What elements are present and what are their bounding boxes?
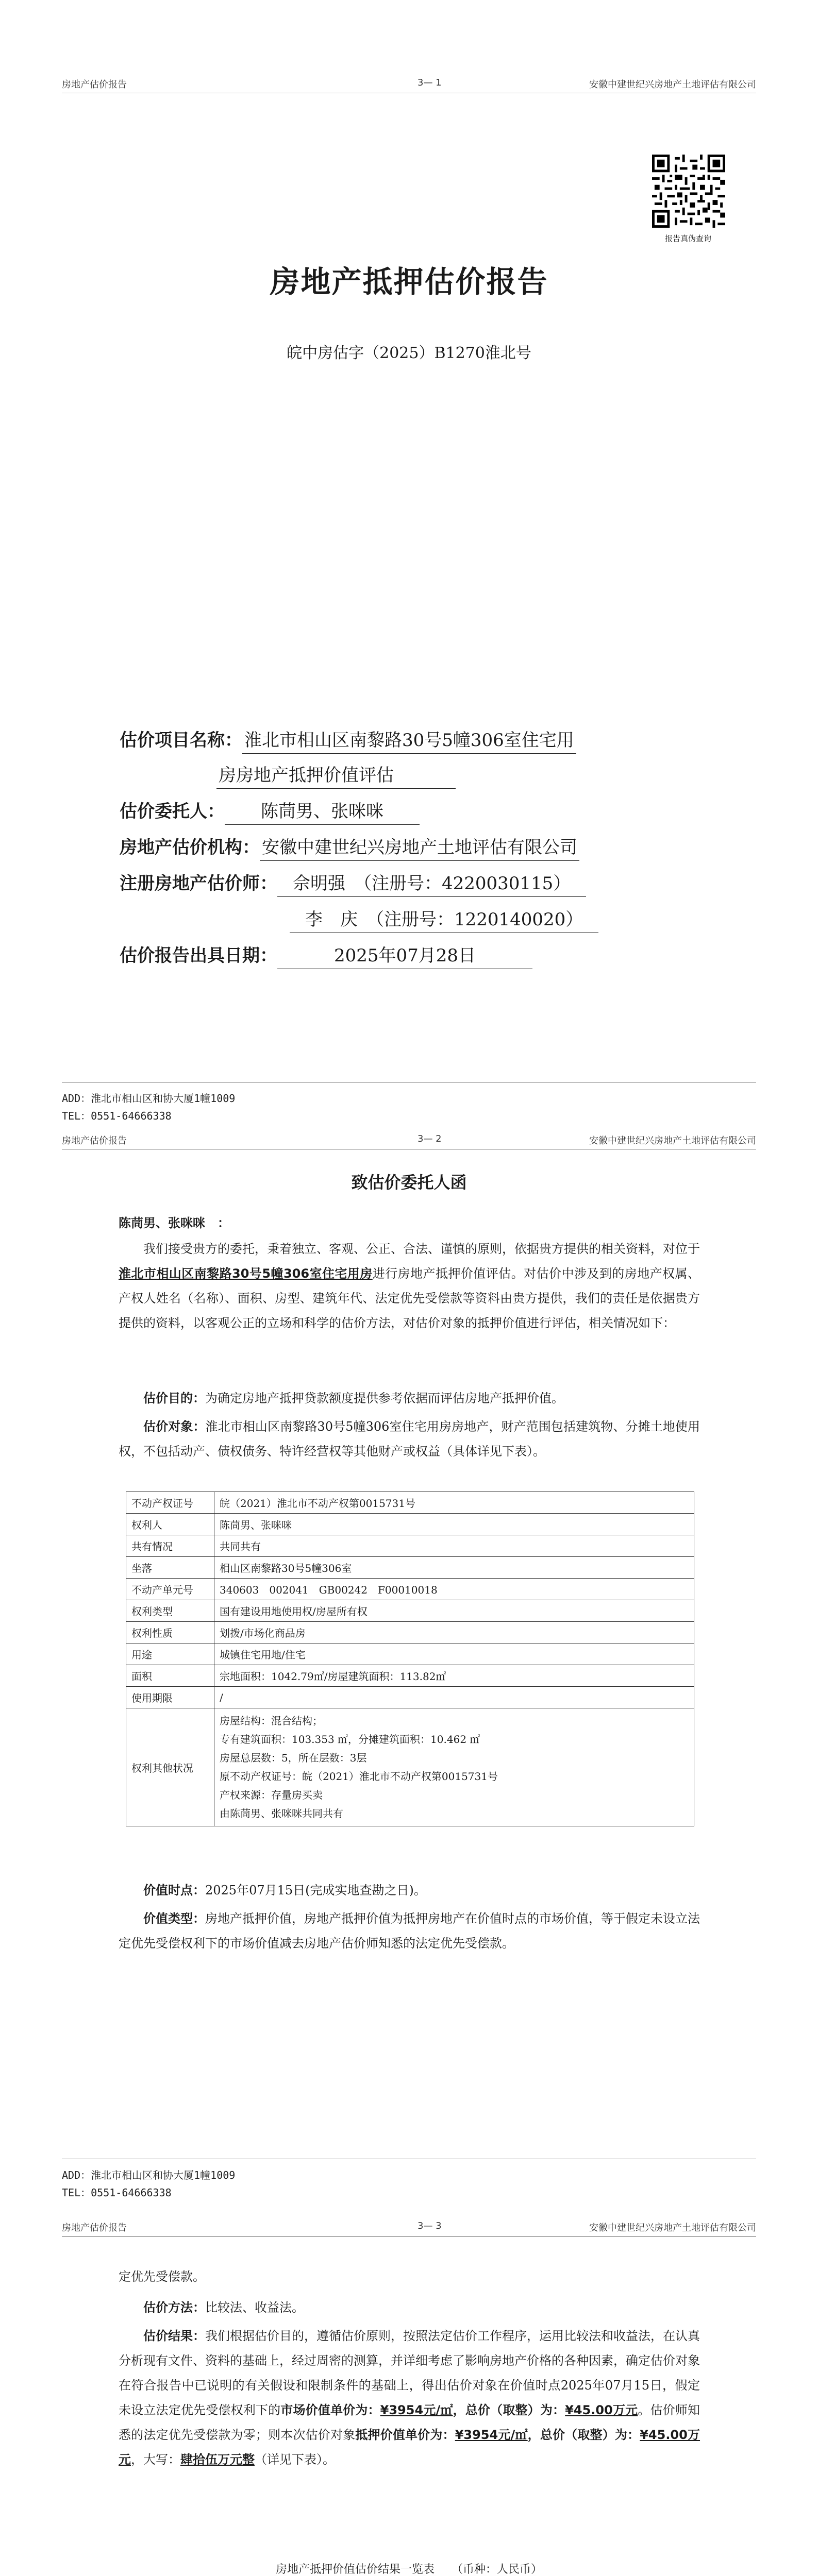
property-key: 面积 — [126, 1665, 214, 1687]
client-row — [120, 799, 420, 825]
property-value: 划拨/市场化商品房 — [214, 1622, 694, 1643]
method-label: 估价方法： — [143, 2300, 205, 2315]
qr-caption: 报告真伪查询 — [664, 234, 711, 243]
appraiser-label: 注册房地产估价师： — [120, 873, 277, 894]
project-name-row — [120, 727, 576, 754]
header-company: 安徽中建世纪兴房地产土地评估有限公司 — [589, 2223, 756, 2233]
property-value: 国有建设用地使用权/房屋所有权 — [214, 1600, 694, 1622]
property-row — [126, 1600, 694, 1622]
letter-title: 致估价委托人函 — [351, 1173, 467, 1192]
report-number: 皖中房估字（2025）B1270淮北号 — [287, 344, 531, 362]
purpose-text: 为确定房地产抵押贷款额度提供参考依据而评估房地产抵押价值。 — [205, 1391, 564, 1405]
object-paragraph — [119, 1414, 700, 1464]
value-type-label: 价值类型： — [143, 1911, 205, 1926]
value-type-continued — [119, 2264, 700, 2289]
page-header — [62, 1133, 756, 1149]
property-other-line: 房屋结构：混合结构； — [220, 1715, 323, 1727]
salutation — [119, 1211, 700, 1235]
value-type-text: 房地产抵押价值，房地产抵押价值为抵押房地产在价值时点的市场价值，等于假定未设立法定优先受偿权利下的市场价值减去房地产估价师知悉的法定优先受偿款。 — [119, 1911, 700, 1951]
property-row — [126, 1514, 694, 1535]
property-row — [126, 1492, 694, 1514]
value-date-text: 2025年07月15日(完成实地查勘之日)。 — [205, 1883, 426, 1897]
property-key: 坐落 — [126, 1557, 214, 1579]
header-company: 安徽中建世纪兴房地产土地评估有限公司 — [589, 1136, 756, 1146]
report-title: 房地产抵押估价报告 — [270, 264, 548, 299]
header-title: 房地产估价报告 — [62, 1136, 127, 1146]
property-row — [126, 1535, 694, 1557]
agency-value: 安徽中建世纪兴房地产土地评估有限公司 — [260, 835, 579, 861]
property-row — [126, 1687, 694, 1708]
date-row — [120, 943, 532, 969]
date-label: 估价报告出具日期： — [120, 945, 277, 966]
purpose-label: 估价目的： — [143, 1391, 205, 1405]
result-label: 估价结果： — [143, 2329, 205, 2343]
property-key: 权利性质 — [126, 1622, 214, 1643]
result-text-2: 。估价师知悉的法定优先受偿款为零；则本次估价对象 — [119, 2403, 700, 2442]
object-label: 估价对象： — [143, 1419, 206, 1434]
property-key: 权利其他状况 — [126, 1708, 214, 1826]
property-other-details — [214, 1708, 694, 1826]
property-other-line: 专有建筑面积：103.353 ㎡，分摊建筑面积：10.462 ㎡ — [220, 1733, 480, 1745]
header-title: 房地产估价报告 — [62, 2223, 127, 2233]
property-value: 皖（2021）淮北市不动产权第0015731号 — [214, 1492, 694, 1514]
appraiser-row — [120, 871, 586, 897]
page-header — [62, 2221, 756, 2236]
footer-tel: TEL：0551-64666338 — [62, 1110, 172, 1122]
result-text-1: 我们根据估价目的，遵循估价原则，按照法定估价工作程序，运用比较法和收益法，在认真分析现有文件、资料的基础上，经过周密的测算，并详细考虑了影响房地产价格的各种因素，确定估价对象在符合报告中已说明的有关假设和限制条件的基础上，得出估价对象在价值时点2025年07月15日，假定未设立法定优先受偿权利下的 — [119, 2329, 700, 2417]
page-header — [62, 77, 756, 93]
date-value: 2025年07月28日 — [277, 943, 532, 969]
object-text: 淮北市相山区南黎路30号5幢306室住宅用房房地产，财产范围包括建筑物、分摊土地使用权，不包括动产、债权债务、特许经营权等其他财产或权益（具体详见下表）。 — [119, 1419, 700, 1459]
property-other-line: 房屋总层数：5，所在层数：3层 — [220, 1752, 367, 1764]
property-other-line: 产权来源：存量房买卖 — [220, 1789, 323, 1801]
property-key: 不动产单元号 — [126, 1579, 214, 1600]
property-key: 用途 — [126, 1643, 214, 1665]
page-footer — [62, 1082, 756, 1125]
mortgage-value-total-label: ，总价（取整）为： — [527, 2428, 640, 2442]
property-row — [126, 1579, 694, 1600]
project-name-row-2 — [216, 762, 456, 789]
intro-address: 淮北市相山区南黎路30号5幢306室住宅用房 — [119, 1266, 373, 1281]
footer-address: ADD：淮北市相山区和协大厦1幢1009 — [62, 1092, 236, 1105]
salutation-text: 陈茼男、张咪咪 ： — [119, 1216, 230, 1230]
property-row-other — [126, 1708, 694, 1826]
property-value: / — [214, 1687, 694, 1708]
value-date-paragraph — [119, 1878, 700, 1903]
page-number: 3— 3 — [418, 2221, 442, 2231]
intro-text-a: 我们接受贵方的委托，秉着独立、客观、公正、合法、谨慎的原则，依据贵方提供的相关资料，对位于 — [143, 1242, 700, 1256]
market-value-total-label: ，总价（取整）为： — [453, 2403, 565, 2417]
market-value-total: ¥45.00万元 — [565, 2403, 638, 2417]
property-value: 相山区南黎路30号5幢306室 — [214, 1557, 694, 1579]
page-number: 3— 2 — [418, 1133, 442, 1144]
method-text: 比较法、收益法。 — [205, 2300, 304, 2315]
footer-address: ADD：淮北市相山区和协大厦1幢1009 — [62, 2169, 236, 2181]
intro-paragraph — [119, 1236, 700, 1335]
property-table — [126, 1492, 694, 1826]
header-title: 房地产估价报告 — [62, 79, 127, 90]
appraiser-2: 李 庆 （注册号：1220140020） — [290, 907, 598, 933]
page-number: 3— 1 — [418, 77, 442, 88]
property-other-line: 原不动产权证号：皖（2021）淮北市不动产权第0015731号 — [220, 1770, 498, 1783]
footer-tel: TEL：0551-64666338 — [62, 2187, 172, 2199]
project-name-label: 估价项目名称： — [120, 730, 242, 751]
mortgage-value-label: 抵押价值单价为： — [355, 2428, 455, 2442]
property-row — [126, 1643, 694, 1665]
result-paragraph — [119, 2324, 700, 2472]
agency-row — [120, 835, 579, 861]
value-date-label: 价值时点： — [143, 1883, 205, 1897]
property-row — [126, 1622, 694, 1643]
market-value-unit-price: ¥3954元/㎡ — [380, 2403, 453, 2417]
property-row — [126, 1665, 694, 1687]
property-key: 权利类型 — [126, 1600, 214, 1622]
property-key: 共有情况 — [126, 1535, 214, 1557]
result-tail: （详见下表）。 — [255, 2452, 335, 2467]
mortgage-value-unit-price: ¥3954元/㎡ — [455, 2428, 528, 2442]
property-key: 不动产权证号 — [126, 1492, 214, 1514]
property-key: 权利人 — [126, 1514, 214, 1535]
method-paragraph — [119, 2295, 700, 2320]
client-value: 陈茼男、张咪咪 — [225, 799, 420, 825]
page-footer — [62, 2159, 756, 2201]
agency-label: 房地产估价机构： — [120, 837, 260, 858]
property-value: 共同共有 — [214, 1535, 694, 1557]
purpose-paragraph — [119, 1386, 700, 1411]
property-row — [126, 1557, 694, 1579]
property-key: 使用期限 — [126, 1687, 214, 1708]
client-label: 估价委托人： — [120, 801, 225, 822]
mortgage-value-upper: 肆拾伍万元整 — [180, 2452, 255, 2467]
property-other-line: 由陈茼男、张咪咪共同共有 — [220, 1807, 343, 1820]
appraiser-row-2 — [290, 907, 598, 933]
project-name-value: 淮北市相山区南黎路30号5幢306室住宅用 — [242, 727, 576, 754]
mortgage-value-total: ¥45.00万元 — [119, 2428, 700, 2467]
qr-code-icon[interactable] — [652, 155, 725, 228]
property-value: 宗地面积：1042.79㎡/房屋建筑面积：113.82㎡ — [214, 1665, 694, 1687]
property-value: 陈茼男、张咪咪 — [214, 1514, 694, 1535]
header-company: 安徽中建世纪兴房地产土地评估有限公司 — [589, 79, 756, 90]
appraiser-1: 佘明强 （注册号：4220030115） — [277, 871, 586, 897]
property-value: 340603 002041 GB00242 F00010018 — [214, 1579, 694, 1600]
value-type-paragraph — [119, 1906, 700, 1956]
summary-table-title: 房地产抵押价值估价结果一览表 （币种：人民币） — [275, 2563, 542, 2576]
value-type-tail: 定优先受偿款。 — [119, 2269, 205, 2284]
property-value: 城镇住宅用地/住宅 — [214, 1643, 694, 1665]
project-name-value-2: 房房地产抵押价值评估 — [216, 762, 456, 789]
upper-label: ，大写： — [131, 2452, 180, 2467]
market-value-label: 市场价值单价为： — [280, 2403, 380, 2417]
intro-text-c: 进行房地产抵押价值评估。对估价中涉及到的房地产权属、产权人姓名（名称）、面积、房型、建筑年代、法定优先受偿款等资料由贵方提供，我们的责任是依据贵方提供的资料，以客观公正的立场和科学的估价方法，对估价对象的抵押价值进行评估，相关情况如下： — [119, 1266, 700, 1330]
